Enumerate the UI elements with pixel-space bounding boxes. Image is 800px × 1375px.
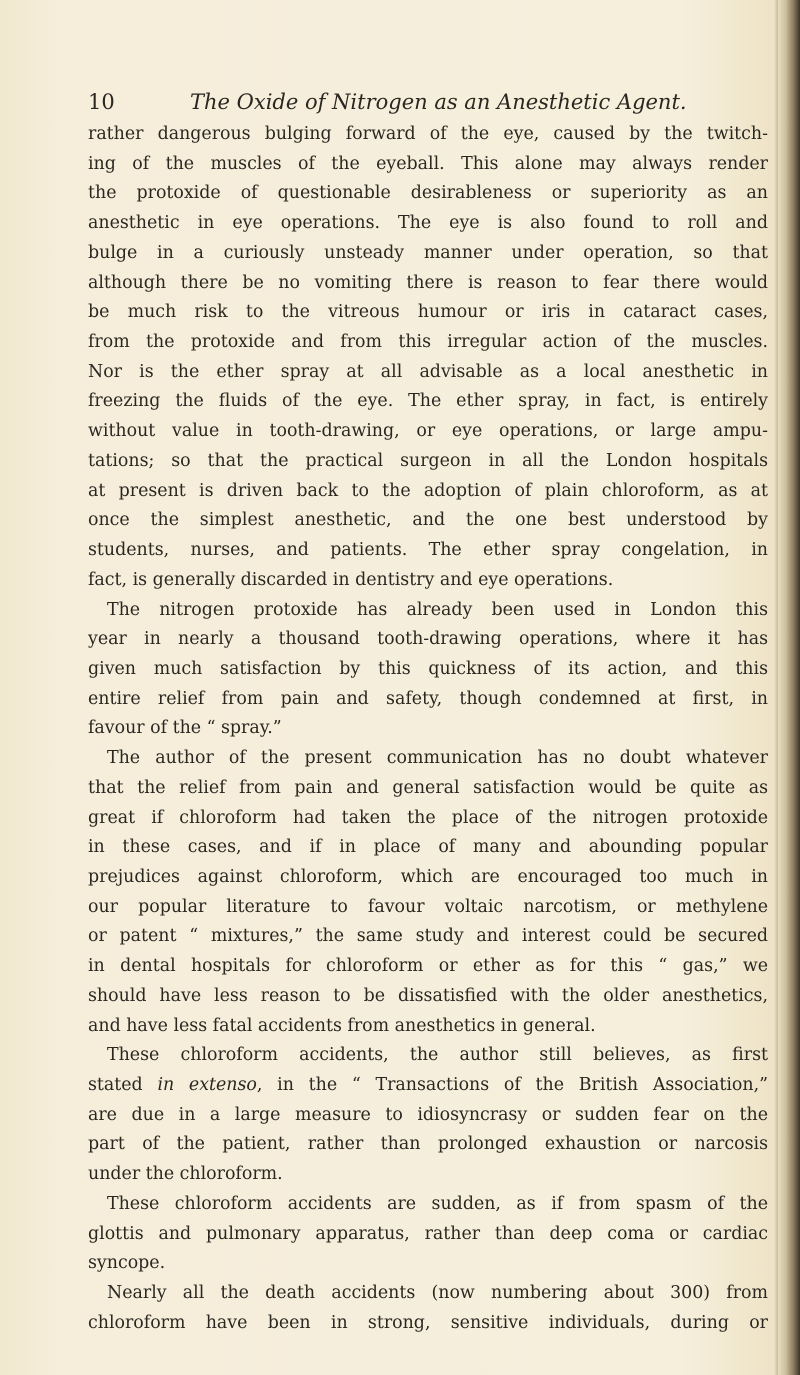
- text-line: at present is driven back to the adoption of plain chloroform, as at: [88, 480, 768, 501]
- text-line: our popular literature to favour voltaic narcotism, or methylene: [88, 896, 768, 917]
- paragraph-start-line: The nitrogen protoxide has already been used in London this: [107, 599, 768, 620]
- text-line: given much satisfaction by this quickness of its action, and this: [88, 658, 768, 679]
- text-line: under the chloroform.: [88, 1164, 283, 1185]
- paragraph-start-line: Nearly all the death accidents (now numbering about 300) from: [107, 1283, 768, 1304]
- text-line: should have less reason to be dissatisfied with the older anesthetics,: [88, 985, 768, 1006]
- text-line: glottis and pulmonary apparatus, rather than deep coma or cardiac: [88, 1223, 768, 1244]
- text-line: stated in extenso, in the “ Transactions of the British Association,”: [88, 1075, 769, 1095]
- body-text: [88, 120, 768, 1338]
- text-line: are due in a large measure to idiosyncrasy or sudden fear on the: [88, 1104, 768, 1125]
- text-line: Nor is the ether spray at all advisable as a local anesthetic in: [88, 361, 768, 382]
- text-line: syncope.: [88, 1253, 166, 1274]
- text-line: year in nearly a thousand tooth-drawing operations, where it has: [88, 629, 768, 650]
- running-header: [88, 88, 688, 116]
- text-line: prejudices against chloroform, which are encouraged too much in: [88, 866, 768, 887]
- text-line: once the simplest anesthetic, and the one best understood by: [88, 510, 768, 531]
- text-line: without value in tooth-drawing, or eye operations, or large ampu-: [88, 421, 768, 442]
- text-line: in dental hospitals for chloroform or ether as for this “ gas,” we: [88, 956, 768, 977]
- text-line: chloroform have been in strong, sensitive individuals, during or: [88, 1312, 768, 1333]
- text-line: great if chloroform had taken the place of the nitrogen protoxide: [88, 807, 768, 828]
- book-spine: [778, 0, 800, 1375]
- text-line: or patent “ mixtures,” the same study and interest could be secured: [88, 926, 768, 947]
- text-line: rather dangerous bulging forward of the eye, caused by the twitch-: [88, 124, 768, 144]
- text-line: entire relief from pain and safety, though condemned at first, in: [88, 688, 768, 709]
- text-line: students, nurses, and patients. The ether spray congelation, in: [88, 540, 768, 561]
- text-line: anesthetic in eye operations. The eye is also found to roll and: [88, 213, 768, 234]
- text-line: ing of the muscles of the eyeball. This alone may always render: [88, 153, 768, 174]
- text-line: and have less fatal accidents from anesthetics in general.: [88, 1015, 596, 1036]
- text-line: freezing the fluids of the eye. The ether spray, in fact, is entirely: [88, 391, 768, 412]
- text-line: tations; so that the practical surgeon in all the London hospitals: [88, 450, 768, 471]
- text-line: from the protoxide and from this irregular action of the muscles.: [88, 332, 768, 353]
- text-line: bulge in a curiously unsteady manner under operation, so that: [88, 242, 768, 263]
- text-line: fact, is generally discarded in dentistry and eye operations.: [88, 569, 614, 590]
- paragraph-start-line: These chloroform accidents are sudden, as if from spasm of the: [107, 1193, 768, 1214]
- text-line: part of the patient, rather than prolonged exhaustion or narcosis: [88, 1134, 768, 1155]
- running-title: The Oxide of Nitrogen as an Anesthetic Agent.: [190, 90, 687, 114]
- text-line: although there be no vomiting there is reason to fear there would: [88, 272, 768, 293]
- text-line: favour of the “ spray.”: [88, 718, 282, 739]
- text-line: be much risk to the vitreous humour or iris in cataract cases,: [88, 302, 768, 323]
- text-line: that the relief from pain and general satisfaction would be quite as: [88, 777, 768, 798]
- paragraph-start-line: These chloroform accidents, the author still believes, as first: [107, 1045, 768, 1066]
- text-line: the protoxide of questionable desirableness or superiority as an: [88, 183, 768, 204]
- page-number: 10: [88, 90, 115, 114]
- italic-phrase: in extenso: [157, 1075, 257, 1095]
- paragraph-start-line: The author of the present communication has no doubt whatever: [107, 748, 768, 769]
- text-line: in these cases, and if in place of many and abounding popular: [88, 837, 768, 858]
